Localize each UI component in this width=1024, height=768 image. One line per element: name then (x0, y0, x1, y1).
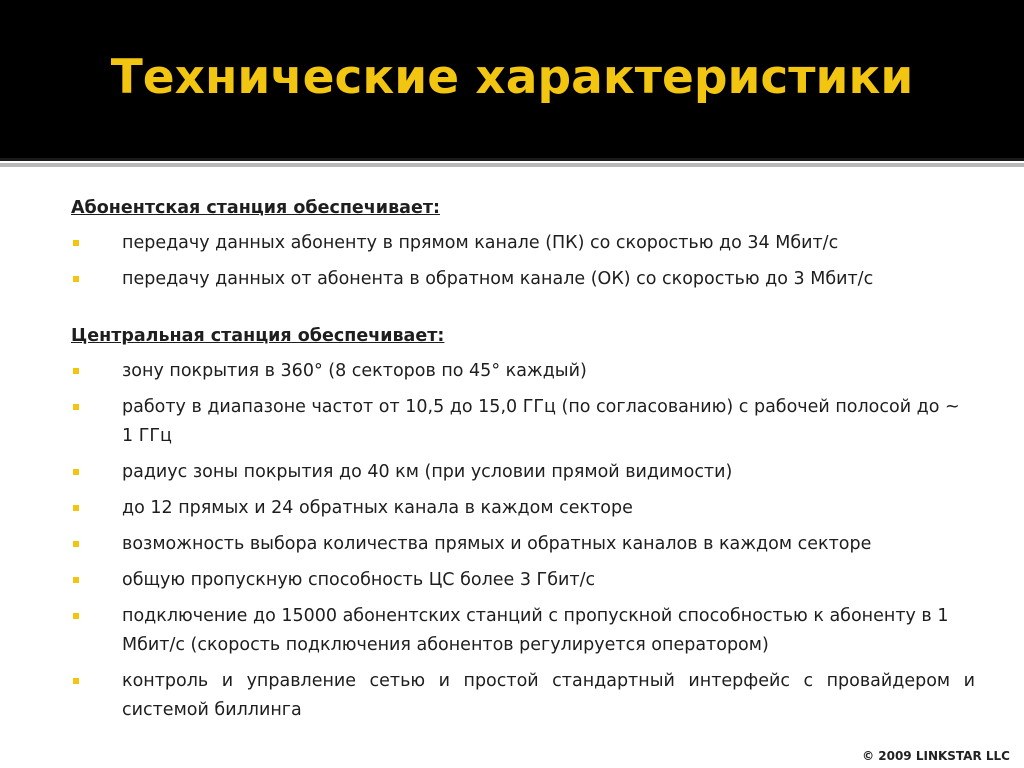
title-divider-gray (0, 163, 1024, 167)
list-item-text: подключение до 15000 абонентских станций с пропускной способностью к абоненту в 1 Мбит/с (скорость подключения абонентов регулируется оператором) (122, 606, 949, 655)
list-item (71, 265, 975, 294)
square-bullet-icon (73, 469, 79, 475)
section-heading-central: Центральная станция обеспечивает: (71, 326, 445, 346)
list-item (71, 357, 975, 386)
list-item-text: радиус зоны покрытия до 40 км (при условии прямой видимости) (122, 462, 733, 482)
list-item (71, 393, 975, 451)
list-item-text: передачу данных абоненту в прямом канале (ПК) со скоростью до 34 Мбит/с (122, 233, 839, 253)
list-item-text: до 12 прямых и 24 обратных канала в каждом секторе (122, 498, 633, 518)
title-bar (0, 0, 1024, 158)
square-bullet-icon (73, 613, 79, 619)
slide-title: Технические характеристики (110, 50, 914, 105)
list-item (71, 667, 975, 725)
list-item (71, 494, 975, 523)
square-bullet-icon (73, 276, 79, 282)
section-heading-subscriber: Абонентская станция обеспечивает: (71, 198, 440, 218)
square-bullet-icon (73, 541, 79, 547)
list-item-text: передачу данных от абонента в обратном канале (ОК) со скоростью до 3 Мбит/с (122, 269, 874, 289)
square-bullet-icon (73, 404, 79, 410)
square-bullet-icon (73, 678, 79, 684)
list-item (71, 530, 975, 559)
square-bullet-icon (73, 368, 79, 374)
square-bullet-icon (73, 577, 79, 583)
list-item-text: контроль и управление сетью и простой стандартный интерфейс с провайдером и системой биллинга (122, 671, 975, 720)
list-item (71, 229, 975, 258)
slide-content (71, 194, 975, 732)
list-item (71, 458, 975, 487)
title-divider (0, 158, 1024, 161)
list-item-text: возможность выбора количества прямых и обратных каналов в каждом секторе (122, 534, 872, 554)
list-item-text: работу в диапазоне частот от 10,5 до 15,0 ГГц (по согласованию) с рабочей полосой до ~ 1 ГГц (122, 397, 960, 446)
square-bullet-icon (73, 240, 79, 246)
list-item-text: общую пропускную способность ЦС более 3 Гбит/с (122, 570, 596, 590)
square-bullet-icon (73, 505, 79, 511)
list-item-text: зону покрытия в 360° (8 секторов по 45° каждый) (122, 361, 587, 381)
list-item (71, 602, 975, 660)
copyright-footer: © 2009 LINKSTAR LLC (862, 749, 1010, 763)
list-item (71, 566, 975, 595)
